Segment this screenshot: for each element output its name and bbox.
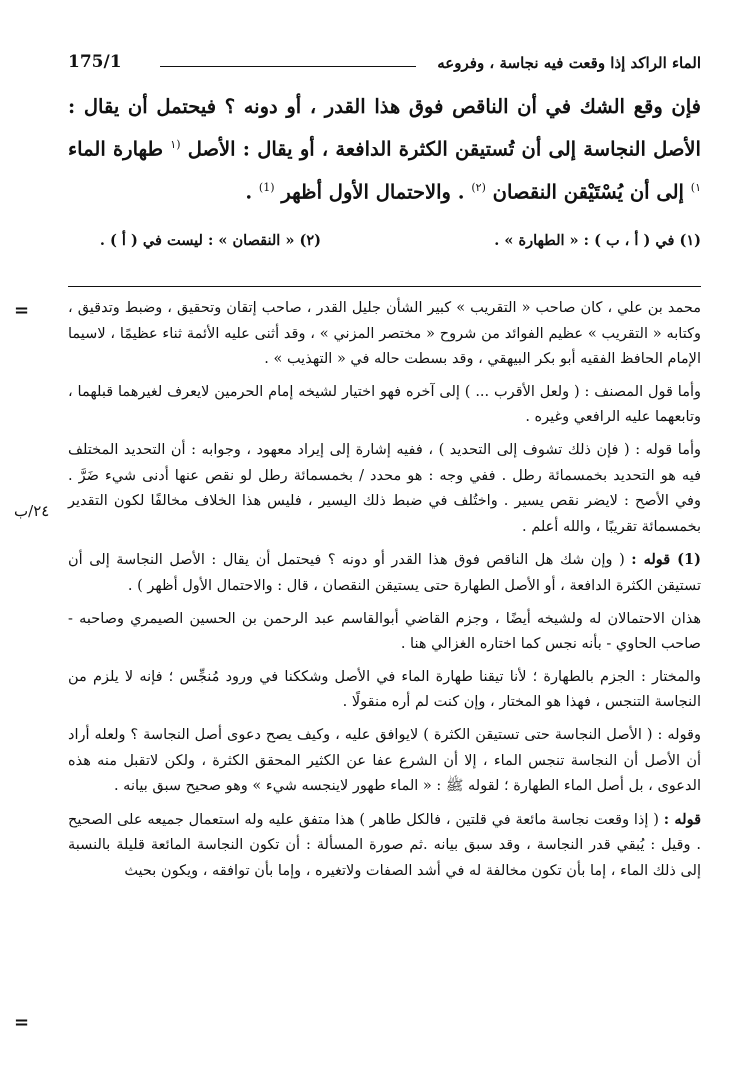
continuation-mark: = — [14, 300, 30, 321]
commentary-paragraph — [68, 807, 701, 885]
footnote-ref: (١ — [170, 138, 181, 151]
commentary — [68, 296, 701, 891]
commentary-paragraph: هذان الاحتمالان له ولشيخه أيضًا ، وجزم القاضي أبوالقاسم عبد الرحمن بن الحسين الصيمري وصاحبه - صاحب الحاوي - بأنه نجس كما اختاره الغزالي هنا . — [68, 610, 701, 653]
footnote-ref: (1) — [258, 180, 275, 194]
footnote-2: (٢) « النقصان » : ليست في ( أ ) . — [99, 232, 321, 249]
paragraph-label: (1) قوله : — [631, 551, 701, 569]
main-text-line: النجاسة إلى أن تُستيقن الكثرة الدافعة ، أو يقال : الأصل — [187, 137, 646, 161]
footnote-1: (١) في ( أ ، ب ) : « الطهارة » . — [494, 232, 701, 249]
page-number: 175/1 — [68, 52, 122, 72]
paragraph-text: ( إذا وقعت نجاسة مائعة في قلتين ، فالكل طاهر ) هذا متفق عليه وله استعمال جميعه على الصحيح . وقيل : يُبقي قدر النجاسة ، وقد سبق بيانه .ثم صورة المسألة : أن تكون النجاسة المائعة قليلة بالنسبة إلى ذلك الماء ، إما بأن تكون مخالفة له في أشد الصفات ولاتغيره ، وإما بأن توافقه ، ويكون بحيث — [68, 811, 701, 879]
commentary-paragraph: وأما قوله : ( فإن ذلك تشوف إلى التحديد ) ، ففيه إشارة إلى إيراد معهود ، وجوابه : أن التحديد المختلف فيه هو التحديد بخمسمائة رطل . ففي وجه : هو محدد / بخمسمائة رطل لو نقص عنها أدنى شيء ضَرَّ . وفي الأصح : لايضر نقص يسير . واختُلف في ضبط ذلك اليسير ، فليس هذا الخلاف مخالفًا لكون التقدير بخمسمائة تقريبًا ، والله أعلم . — [68, 441, 701, 535]
main-text-line: فإن وقع الشك في أن الناقص فوق هذا القدر ، أو دونه ؟ فيحتمل أن يقال : الأصل — [68, 95, 701, 161]
section-divider — [68, 286, 701, 287]
main-text-line: . والاحتمال الأول أظهر — [281, 180, 465, 203]
header-rule — [160, 66, 416, 67]
commentary-paragraph: وقوله : ( الأصل النجاسة حتى تستيقن الكثرة ) لايوافق عليه ، وكيف يصح دعوى أصل النجاسة ؟ ولعله أراد أن الأصل أن النجاسة تنجس الماء ، إلا أن الشرع عفا عن الكثير المحقق الكثرة ، ولكن لاتقبل منه هذه الدعوى ، بل أصل الماء الطهارة ؛ لقوله ﷺ : « الماء طهور لاينجسه شيء » وهو صحيح سبق بيانه . — [68, 726, 701, 795]
footnotes — [68, 232, 701, 256]
commentary-paragraph: وأما قول المصنف : ( ولعل الأقرب ... ) إلى آخره فهو اختيار لشيخه إمام الحرمين لايعرف لغيرهما قبلهما ، وتابعهما عليه الرافعي وغيره . — [68, 383, 701, 426]
main-text-line: النقصان — [492, 180, 557, 203]
commentary-paragraph: محمد بن علي ، كان صاحب « التقريب » كبير الشأن جليل القدر ، صاحب إتقان وتحقيق ، وضبط وتدقيق ، وكتابه « التقريب » عظيم الفوائد من شروح « مختصر المزني » ، وقد أثنى عليه الأئمة ثناء عظيمًا ، لاسيما الإمام الحافظ الفقيه أبو بكر البيهقي ، وقد بسطت حاله في « التهذيب » . — [68, 300, 701, 368]
footnote-ref: ١) — [690, 180, 701, 194]
main-text-line: . — [245, 180, 253, 203]
continuation-mark: = — [14, 1012, 30, 1033]
commentary-paragraph: والمختار : الجزم بالطهارة ؛ لأنا تيقنا طهارة الماء في الأصل وشككنا في ورود مُنجِّس ؛ فإنه لا يلزم من النجاسة التنجس ، فهذا هو المختار ، وإن كنت لم أره منقولًا . — [68, 668, 701, 711]
main-text-line: طهارة الماء — [68, 137, 164, 161]
running-header — [68, 52, 701, 78]
paragraph-text: ( وإن شك هل الناقص فوق هذا القدر أو دونه ؟ فيحتمل أن يقال : الأصل النجاسة إلى أن تستيقن الكثرة الدافعة ، أو الأصل الطهارة حتى يستيقن النقصان ، قال : والاحتمال الأول أظهر ) . — [68, 552, 701, 594]
commentary-paragraph — [68, 547, 701, 599]
paragraph-label: قوله : — [663, 810, 702, 828]
main-text-line: إلى أن يُسْتَيْقن — [563, 180, 684, 203]
header-title: الماء الراكد إذا وقعت فيه نجاسة ، وفروعه — [437, 54, 701, 72]
manuscript-folio: ٢٤/ب — [14, 502, 50, 520]
footnote-ref: (٢) — [471, 180, 486, 194]
main-text — [68, 88, 701, 211]
